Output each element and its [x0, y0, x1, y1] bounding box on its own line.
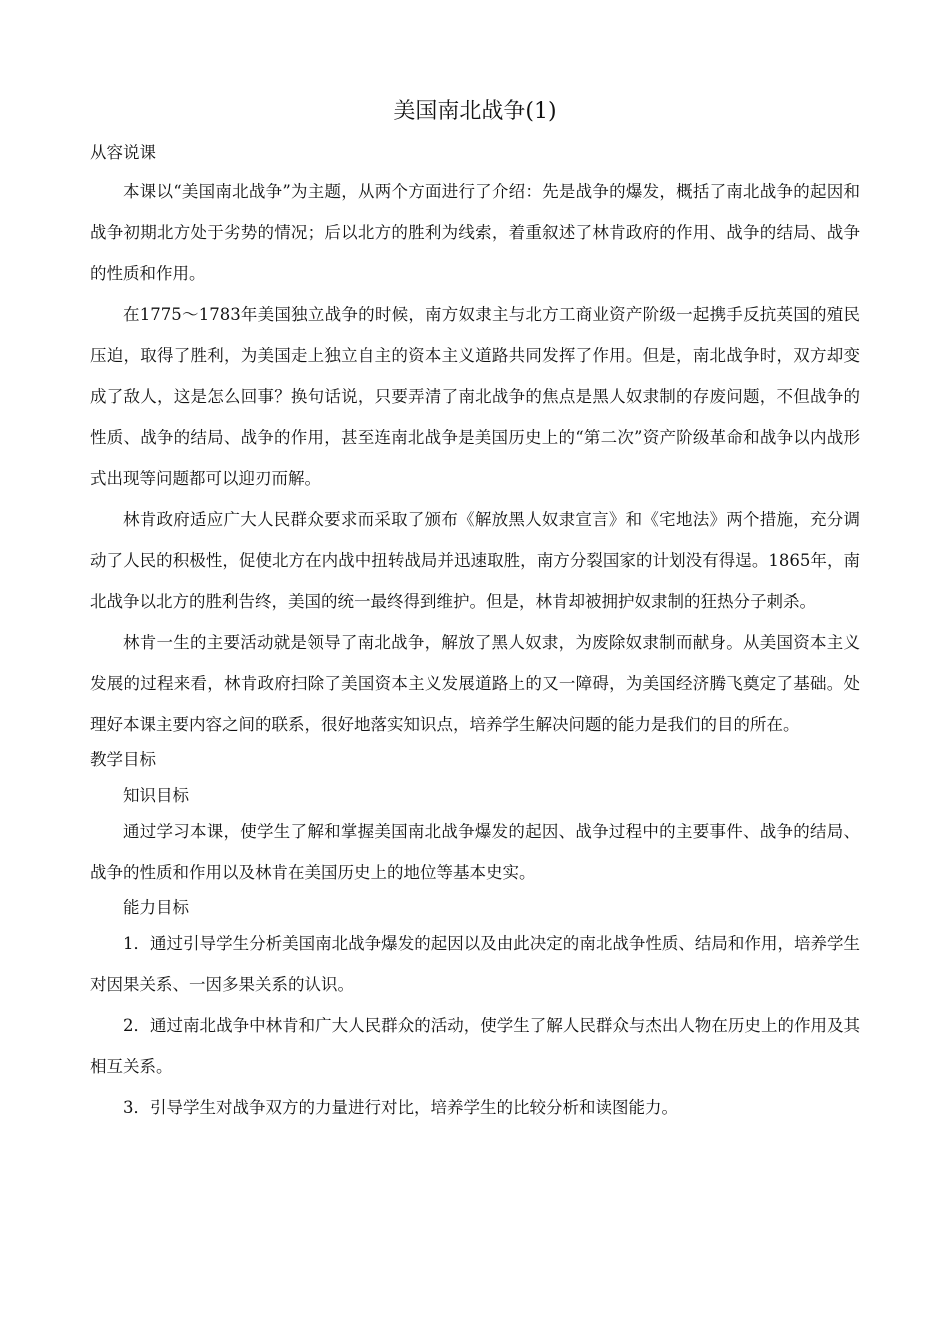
- paragraph: 林肯一生的主要活动就是领导了南北战争，解放了黑人奴隶，为废除奴隶制而献身。从美国资本主义发展的过程来看，林肯政府扫除了美国资本主义发展道路上的又一障碍，为美国经济腾飞奠定了基础。处理好本课主要内容之间的联系，很好地落实知识点，培养学生解决问题的能力是我们的目的所在。: [90, 633, 860, 734]
- paragraph: 本课以“美国南北战争”为主题，从两个方面进行了介绍：先是战争的爆发，概括了南北战争的起因和战争初期北方处于劣势的情况；后以北方的胜利为线索，着重叙述了林肯政府的作用、战争的结局、战争的性质和作用。: [90, 182, 860, 283]
- section-heading-lesson-talk: 从容说课: [90, 143, 156, 162]
- subheading-ability-goals: 能力目标: [123, 898, 189, 917]
- list-item: 2．通过南北战争中林肯和广大人民群众的活动，使学生了解人民群众与杰出人物在历史上的作用及其相互关系。: [90, 1016, 860, 1076]
- paragraph: 通过学习本课，使学生了解和掌握美国南北战争爆发的起因、战争过程中的主要事件、战争的结局、战争的性质和作用以及林肯在美国历史上的地位等基本史实。: [90, 822, 860, 882]
- subheading-knowledge-goals: 知识目标: [123, 786, 189, 805]
- paragraph: 林肯政府适应广大人民群众要求而采取了颁布《解放黑人奴隶宣言》和《宅地法》两个措施，充分调动了人民的积极性，促使北方在内战中扭转战局并迅速取胜，南方分裂国家的计划没有得逞。1865年，南北战争以北方的胜利告终，美国的统一最终得到维护。但是，林肯却被拥护奴隶制的狂热分子刺杀。: [90, 510, 860, 611]
- section-heading-teaching-goals: 教学目标: [90, 750, 156, 769]
- paragraph: 在1775～1783年美国独立战争的时候，南方奴隶主与北方工商业资产阶级一起携手反抗英国的殖民压迫，取得了胜利，为美国走上独立自主的资本主义道路共同发挥了作用。但是，南北战争时，双方却变成了敌人，这是怎么回事？换句话说，只要弄清了南北战争的焦点是黑人奴隶制的存废问题，不但战争的性质、战争的结局、战争的作用，甚至连南北战争是美国历史上的“第二次”资产阶级革命和战争以内战形式出现等问题都可以迎刃而解。: [90, 305, 860, 488]
- list-item: 1．通过引导学生分析美国南北战争爆发的起因以及由此决定的南北战争性质、结局和作用，培养学生对因果关系、一因多果关系的认识。: [90, 934, 860, 994]
- document-body: [90, 138, 860, 1128]
- list-item: 3．引导学生对战争双方的力量进行对比，培养学生的比较分析和读图能力。: [123, 1098, 678, 1117]
- document-title: 美国南北战争(1): [393, 99, 557, 124]
